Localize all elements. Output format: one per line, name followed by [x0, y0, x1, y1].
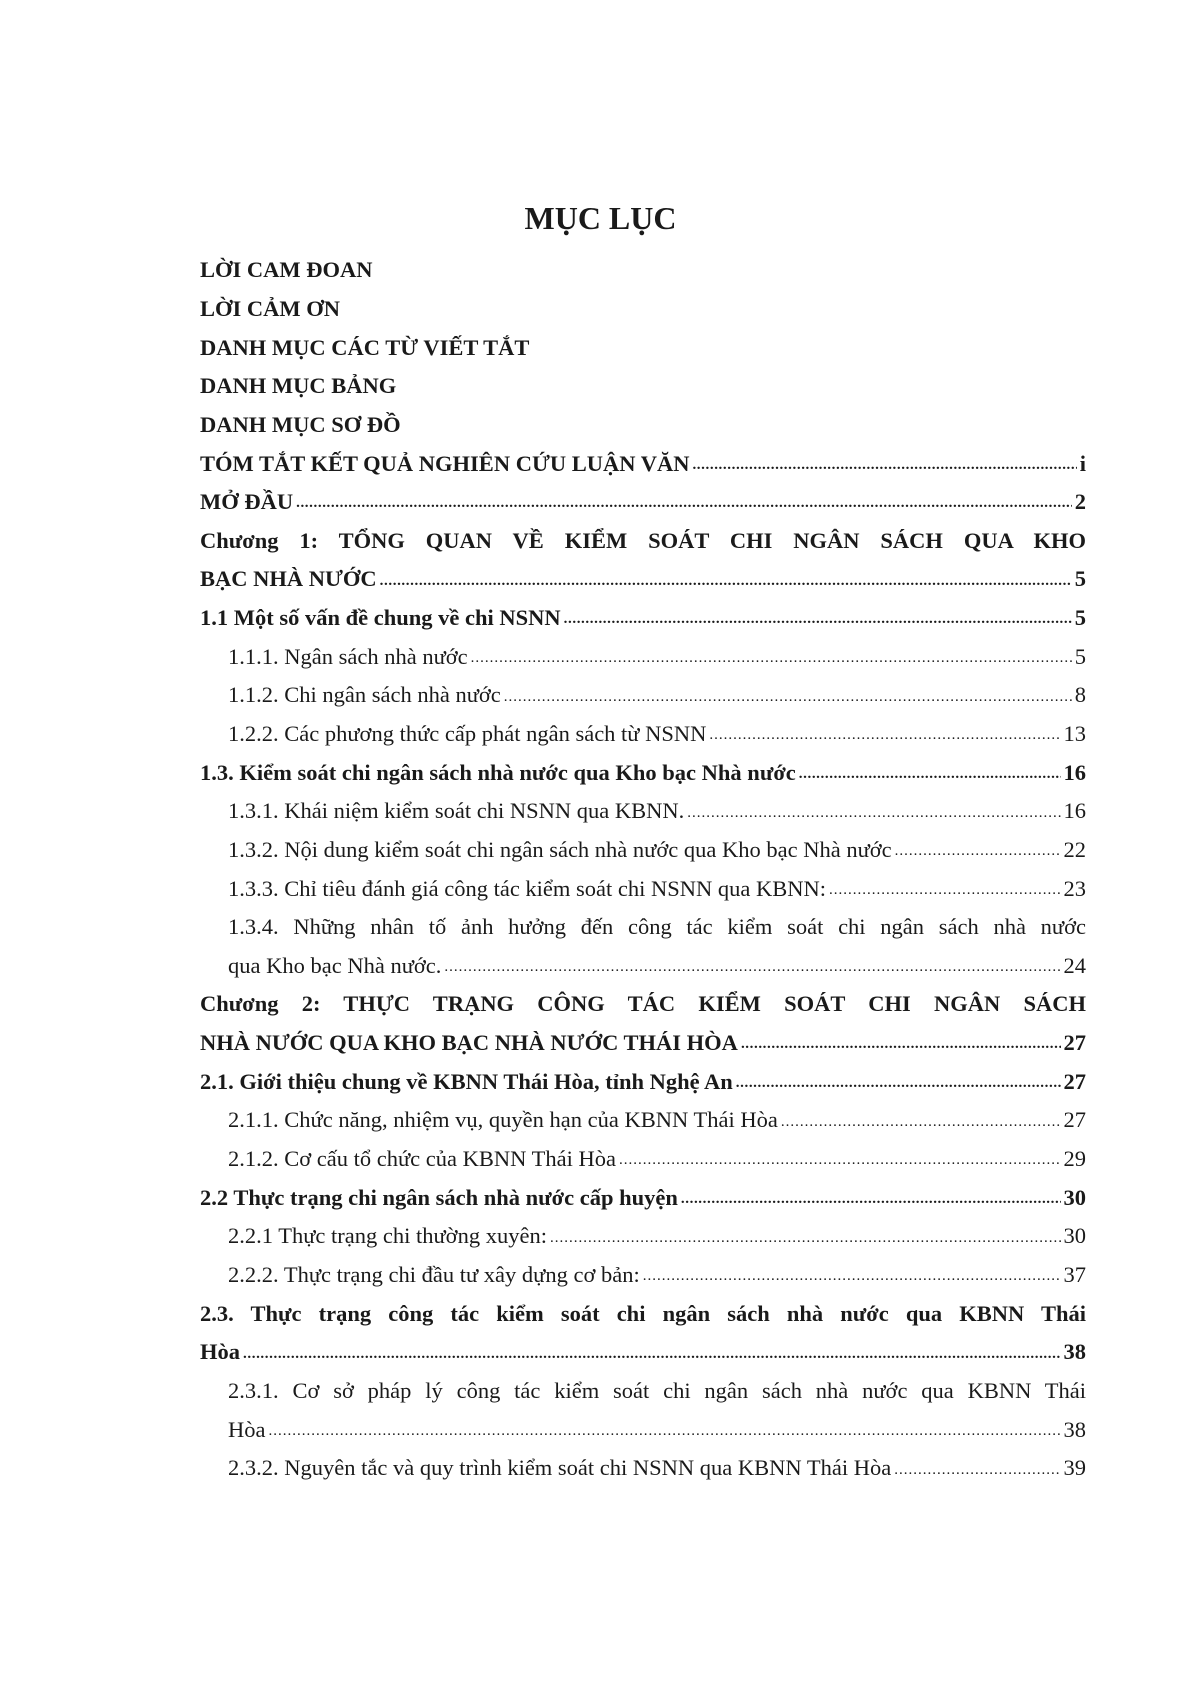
toc-leader-dots	[687, 805, 1060, 831]
toc-entry-1-3-3[interactable]	[200, 869, 1086, 908]
toc-entry-text: qua Kho bạc Nhà nước.	[228, 952, 442, 978]
toc-leader-dots	[895, 843, 1061, 869]
toc-entry-text: 1.1.1. Ngân sách nhà nước	[228, 643, 468, 669]
toc-entry-text: DANH MỤC CÁC TỪ VIẾT TẮT	[200, 334, 530, 360]
toc-entry-danh-muc-tu-viet-tat[interactable]	[200, 328, 1086, 367]
toc-entry-text: Chương 2: THỰC TRẠNG CÔNG TÁC KIỂM SOÁT CHI NGÂN SÁCH	[200, 991, 1086, 1017]
toc-leader-dots	[471, 650, 1072, 676]
toc-entry-loi-cam-on[interactable]	[200, 290, 1086, 329]
toc-page-number: 5	[1074, 566, 1086, 592]
toc-leader-dots	[269, 1423, 1061, 1449]
toc-leader-dots	[709, 727, 1060, 753]
toc-entry-text: 1.3.4. Những nhân tố ảnh hưởng đến công tác kiểm soát chi ngân sách nhà nước	[228, 914, 1086, 940]
toc-leader-dots	[692, 457, 1076, 483]
toc-entry-text: 2.1.2. Cơ cấu tổ chức của KBNN Thái Hòa	[228, 1146, 616, 1172]
toc-leader-dots	[781, 1114, 1061, 1140]
toc-entry-text: 1.3. Kiểm soát chi ngân sách nhà nước qua Kho bạc Nhà nước	[200, 759, 796, 785]
toc-entry-1-3-1[interactable]	[200, 792, 1086, 831]
toc-list	[200, 251, 1086, 1488]
toc-entry-2-3[interactable]	[200, 1294, 1086, 1333]
toc-entry-text: 2.3.2. Nguyên tắc và quy trình kiểm soát chi NSNN qua KBNN Thái Hòa	[228, 1455, 892, 1481]
toc-entry-text: 2.1. Giới thiệu chung về KBNN Thái Hòa, tỉnh Nghệ An	[200, 1068, 733, 1094]
toc-entry-text: BẠC NHÀ NƯỚC	[200, 566, 377, 592]
toc-entry-2-1-1[interactable]	[200, 1101, 1086, 1140]
toc-leader-dots	[741, 1036, 1061, 1062]
toc-leader-dots	[643, 1268, 1061, 1294]
toc-entry-text: 2.1.1. Chức năng, nhiệm vụ, quyền hạn của KBNN Thái Hòa	[228, 1107, 778, 1133]
toc-leader-dots	[829, 882, 1060, 908]
toc-page-number: 27	[1063, 1068, 1086, 1094]
toc-entry-text: Chương 1: TỔNG QUAN VỀ KIỂM SOÁT CHI NGÂN SÁCH QUA KHO	[200, 527, 1086, 553]
toc-leader-dots	[243, 1346, 1060, 1372]
toc-entry-2-3-1-cont[interactable]	[200, 1410, 1086, 1449]
toc-page-number: 13	[1063, 721, 1086, 746]
toc-entry-text: 2.2 Thực trạng chi ngân sách nhà nước cấp huyện	[200, 1184, 678, 1210]
toc-entry-text: 2.2.2. Thực trạng chi đầu tư xây dựng cơ bản:	[228, 1261, 640, 1287]
toc-page-number: 27	[1063, 1107, 1086, 1133]
toc-entry-tom-tat[interactable]	[200, 444, 1086, 483]
toc-leader-dots	[799, 766, 1061, 792]
toc-entry-text: 1.3.1. Khái niệm kiểm soát chi NSNN qua KBNN.	[228, 798, 685, 824]
toc-entry-1-1-1[interactable]	[200, 637, 1086, 676]
toc-leader-dots	[296, 495, 1072, 521]
toc-entry-1-2-2[interactable]	[200, 715, 1086, 754]
toc-page-number: 38	[1063, 1339, 1086, 1365]
toc-entry-text: Hòa	[228, 1416, 266, 1442]
toc-leader-dots	[619, 1152, 1061, 1178]
toc-entry-1-3-4-cont[interactable]	[200, 947, 1086, 986]
toc-entry-1-3-2[interactable]	[200, 831, 1086, 870]
toc-leader-dots	[564, 611, 1072, 637]
toc-entry-text: 1.1 Một số vấn đề chung về chi NSNN	[200, 605, 561, 631]
toc-entry-2-1-2[interactable]	[200, 1140, 1086, 1179]
toc-entry-text: 1.1.2. Chi ngân sách nhà nước	[228, 682, 501, 708]
toc-entry-1-1-2[interactable]	[200, 676, 1086, 715]
toc-page-number: 2	[1074, 489, 1086, 515]
toc-entry-danh-muc-bang[interactable]	[200, 367, 1086, 406]
toc-page-number: 23	[1063, 875, 1086, 901]
toc-leader-dots	[444, 959, 1060, 985]
toc-entry-2-2-2[interactable]	[200, 1256, 1086, 1295]
toc-page-number: i	[1079, 450, 1086, 476]
toc-page-number: 29	[1063, 1146, 1086, 1172]
toc-entry-text: DANH MỤC BẢNG	[200, 373, 397, 399]
toc-entry-chuong-2[interactable]	[200, 985, 1086, 1024]
toc-page-number: 24	[1063, 952, 1086, 978]
toc-page-number: 5	[1074, 605, 1086, 631]
toc-entry-text: NHÀ NƯỚC QUA KHO BẠC NHÀ NƯỚC THÁI HÒA	[200, 1030, 738, 1056]
toc-entry-2-1[interactable]	[200, 1062, 1086, 1101]
toc-page-number: 22	[1063, 836, 1086, 862]
toc-entry-text: TÓM TẮT KẾT QUẢ NGHIÊN CỨU LUẬN VĂN	[200, 450, 690, 476]
toc-entry-2-3-2[interactable]	[200, 1449, 1086, 1488]
toc-entry-text: DANH MỤC SƠ ĐỒ	[200, 411, 401, 437]
toc-leader-dots	[550, 1230, 1061, 1256]
toc-leader-dots	[504, 689, 1072, 715]
toc-entry-mo-dau[interactable]	[200, 483, 1086, 522]
toc-entry-2-2-1[interactable]	[200, 1217, 1086, 1256]
toc-entry-2-2[interactable]	[200, 1178, 1086, 1217]
toc-page-number: 5	[1074, 643, 1086, 669]
toc-page-number: 27	[1063, 1030, 1086, 1056]
toc-leader-dots	[380, 573, 1072, 599]
toc-entry-chuong-1[interactable]	[200, 521, 1086, 560]
toc-entry-1-3[interactable]	[200, 753, 1086, 792]
toc-entry-text: 2.2.1 Thực trạng chi thường xuyên:	[228, 1223, 547, 1249]
toc-page-number: 30	[1063, 1184, 1086, 1210]
toc-page-number: 30	[1063, 1223, 1086, 1249]
toc-page-number: 39	[1063, 1455, 1086, 1481]
toc-leader-dots	[894, 1462, 1060, 1488]
toc-page-number: 37	[1063, 1261, 1086, 1287]
toc-entry-text: 2.3.1. Cơ sở pháp lý công tác kiểm soát chi ngân sách nhà nước qua KBNN Thái	[228, 1377, 1086, 1403]
toc-entry-text: 2.3. Thực trạng công tác kiểm soát chi ngân sách nhà nước qua KBNN Thái	[200, 1300, 1086, 1326]
toc-entry-text: 1.2.2. Các phương thức cấp phát ngân sách từ NSNN	[228, 721, 707, 746]
toc-entry-loi-cam-doan[interactable]	[200, 251, 1086, 290]
toc-entry-text: 1.3.3. Chỉ tiêu đánh giá công tác kiểm soát chi NSNN qua KBNN:	[228, 875, 827, 901]
toc-leader-dots	[681, 1191, 1061, 1217]
toc-page-number: 38	[1063, 1416, 1086, 1442]
toc-entry-text: MỞ ĐẦU	[200, 489, 294, 515]
toc-entry-danh-muc-so-do[interactable]	[200, 406, 1086, 445]
toc-entry-1-3-4[interactable]	[200, 908, 1086, 947]
toc-title: MỤC LỤC	[524, 200, 677, 236]
toc-entry-chuong-2-cont[interactable]	[200, 1024, 1086, 1063]
toc-page-number: 16	[1063, 759, 1086, 785]
toc-entry-2-3-cont[interactable]	[200, 1333, 1086, 1372]
toc-entry-chuong-1-cont[interactable]	[200, 560, 1086, 599]
toc-entry-2-3-1[interactable]	[200, 1372, 1086, 1411]
toc-entry-1-1[interactable]	[200, 599, 1086, 638]
toc-entry-text: Hòa	[200, 1339, 241, 1365]
toc-entry-text: LỜI CAM ĐOAN	[200, 257, 373, 283]
toc-leader-dots	[736, 1075, 1061, 1101]
toc-entry-text: 1.3.2. Nội dung kiểm soát chi ngân sách nhà nước qua Kho bạc Nhà nước	[228, 836, 892, 862]
toc-page-number: 8	[1074, 682, 1086, 708]
toc-entry-text: LỜI CẢM ƠN	[200, 295, 340, 321]
toc-page-number: 16	[1063, 798, 1086, 824]
